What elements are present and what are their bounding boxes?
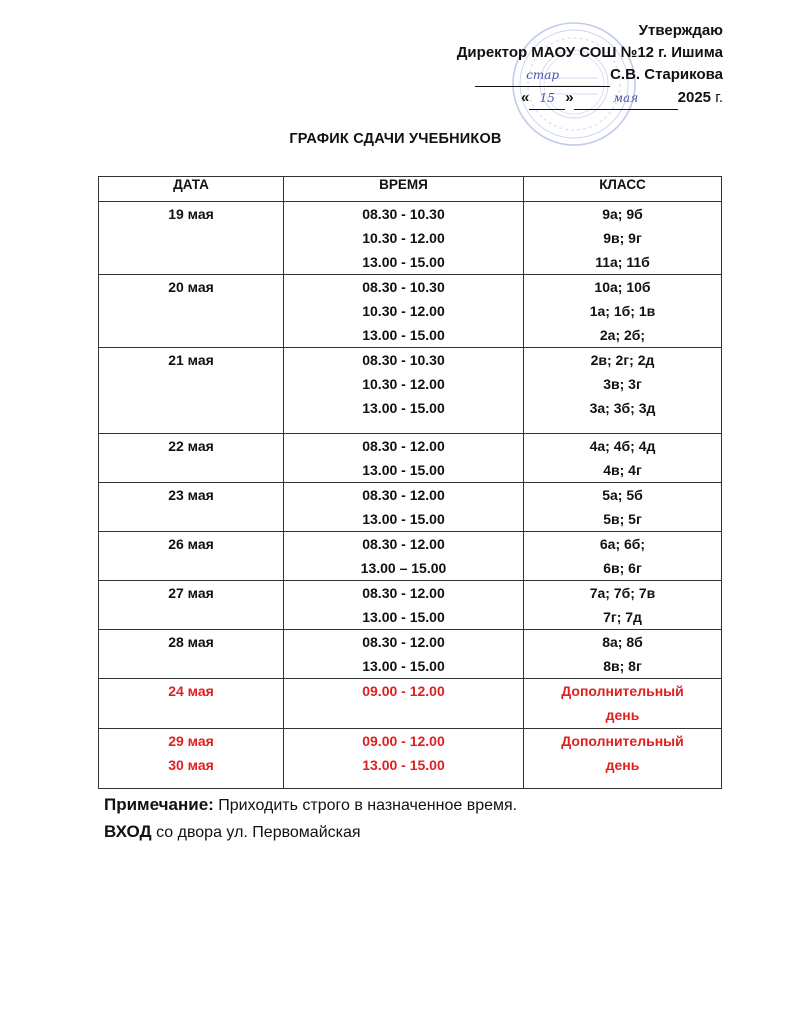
date-cell-line: 21 мая [168,352,214,368]
class-cell [524,202,722,275]
date-cell [99,483,284,532]
class-cell [524,729,722,789]
time-cell [284,630,524,679]
time-cell [284,275,524,348]
table-row [99,434,722,483]
class-cell-line: Дополнительный [561,733,684,749]
date-cell [99,532,284,581]
time-cell [284,729,524,789]
class-cell-line: 3а; 3б; 3д [589,400,656,416]
class-cell-line: 4в; 4г [603,462,642,478]
time-cell-line: 08.30 - 10.30 [362,352,445,368]
note-block [104,792,517,846]
time-cell [284,483,524,532]
quote-close: » [565,89,574,106]
class-cell [524,483,722,532]
date-cell [99,275,284,348]
table-row [99,483,722,532]
table-row [99,630,722,679]
time-cell-line: 08.30 - 12.00 [362,634,445,650]
date-cell-line: 19 мая [168,206,214,222]
time-cell [284,581,524,630]
note-line [104,792,517,819]
entrance-text: со двора ул. Первомайская [156,824,361,841]
date-cell-line: 20 мая [168,279,214,295]
signature-row [383,64,723,87]
time-cell-line: 08.30 - 12.00 [362,438,445,454]
class-cell-line: 1а; 1б; 1в [589,303,656,319]
class-cell-line: 5в; 5г [603,511,642,527]
date-cell [99,581,284,630]
time-cell [284,434,524,483]
time-cell-line: 13.00 - 15.00 [362,462,445,478]
date-cell-line: 24 мая [168,683,214,699]
date-cell-line: 22 мая [168,438,214,454]
time-cell-line: 08.30 - 12.00 [362,536,445,552]
schedule-table [98,176,722,789]
time-cell-line: 08.30 - 12.00 [362,585,445,601]
class-cell [524,434,722,483]
time-cell-line: 13.00 - 15.00 [362,327,445,343]
approval-year: 2025 [677,89,712,106]
quote-open: « [520,89,530,106]
class-cell-line: день [605,757,640,773]
time-cell [284,202,524,275]
class-cell-line: 6а; 6б; [599,536,646,552]
time-cell-line: 13.00 - 15.00 [362,658,445,674]
date-cell [99,630,284,679]
date-cell-line: 23 мая [168,487,214,503]
table-header-row [99,177,722,202]
class-cell-line: 2а; 2б; [599,327,646,343]
page-title: ГРАФИК СДАЧИ УЧЕБНИКОВ [289,131,502,147]
year-suffix: г. [715,89,723,106]
class-cell-line: 8а; 8б [602,634,643,650]
header-date: ДАТА [99,177,284,202]
class-cell-line: 11а; 11б [595,254,650,270]
time-cell-line: 10.30 - 12.00 [362,303,445,319]
time-cell-line: 09.00 - 12.00 [362,733,445,749]
class-cell [524,679,722,729]
table-row [99,275,722,348]
class-cell-line: 4а; 4б; 4д [589,438,656,454]
approval-block [383,20,723,110]
approval-month: мая [574,87,678,110]
table-row [99,729,722,789]
header-time: ВРЕМЯ [284,177,524,202]
header-class: КЛАСС [524,177,722,202]
class-cell-line: 6в; 6г [603,560,642,576]
class-cell [524,275,722,348]
class-cell-line: 9а; 9б [602,206,643,222]
table-row [99,581,722,630]
time-cell-line: 08.30 - 10.30 [362,206,445,222]
class-cell [524,581,722,630]
date-cell [99,434,284,483]
note-label: Примечание: [104,795,214,814]
time-cell [284,348,524,434]
date-cell-line: 28 мая [168,634,214,650]
table-row [99,348,722,434]
date-cell-line: 26 мая [168,536,214,552]
time-cell-line: 13.00 - 15.00 [362,400,445,416]
table-row [99,202,722,275]
time-cell-line: 08.30 - 10.30 [362,279,445,295]
approval-heading: Утверждаю [638,22,723,39]
class-cell [524,348,722,434]
class-cell-line: 2в; 2г; 2д [590,352,655,368]
class-cell-line: 7г; 7д [603,609,642,625]
time-cell-line: 10.30 - 12.00 [362,230,445,246]
time-cell-line: 09.00 - 12.00 [362,683,445,699]
time-cell [284,532,524,581]
date-cell [99,679,284,729]
director-title: Директор МАОУ СОШ №12 г. Ишима [456,44,723,61]
time-cell-line: 13.00 – 15.00 [360,560,447,576]
class-cell-line: 3в; 3г [603,376,642,392]
date-cell [99,348,284,434]
time-cell [284,679,524,729]
class-cell-line: 5а; 5б [602,487,643,503]
director-name: С.В. Старикова [610,66,723,83]
entrance-label: ВХОД [104,822,152,841]
approval-date-row [383,87,723,110]
class-cell [524,532,722,581]
time-cell-line: 13.00 - 15.00 [362,511,445,527]
class-cell-line: Дополнительный [561,683,684,699]
date-cell [99,202,284,275]
time-cell-line: 10.30 - 12.00 [362,376,445,392]
date-cell-line: 27 мая [168,585,214,601]
date-cell-line: 29 мая [168,733,214,749]
table-row [99,532,722,581]
class-cell [524,630,722,679]
director-signature: стар [475,64,610,87]
class-cell-line: 9в; 9г [603,230,642,246]
time-cell-line: 13.00 - 15.00 [362,609,445,625]
class-cell-line: 7а; 7б; 7в [589,585,656,601]
date-cell [99,729,284,789]
class-cell-line: день [605,707,640,723]
entrance-line [104,819,517,846]
table-row [99,679,722,729]
time-cell-line: 13.00 - 15.00 [362,254,445,270]
time-cell-line: 13.00 - 15.00 [362,757,445,773]
time-cell-line: 08.30 - 12.00 [362,487,445,503]
date-cell-line: 30 мая [168,757,214,773]
note-text: Приходить строго в назначенное время. [218,797,518,814]
class-cell-line: 10а; 10б [594,279,651,295]
class-cell-line: 8в; 8г [603,658,642,674]
approval-day: 15 [529,87,565,110]
